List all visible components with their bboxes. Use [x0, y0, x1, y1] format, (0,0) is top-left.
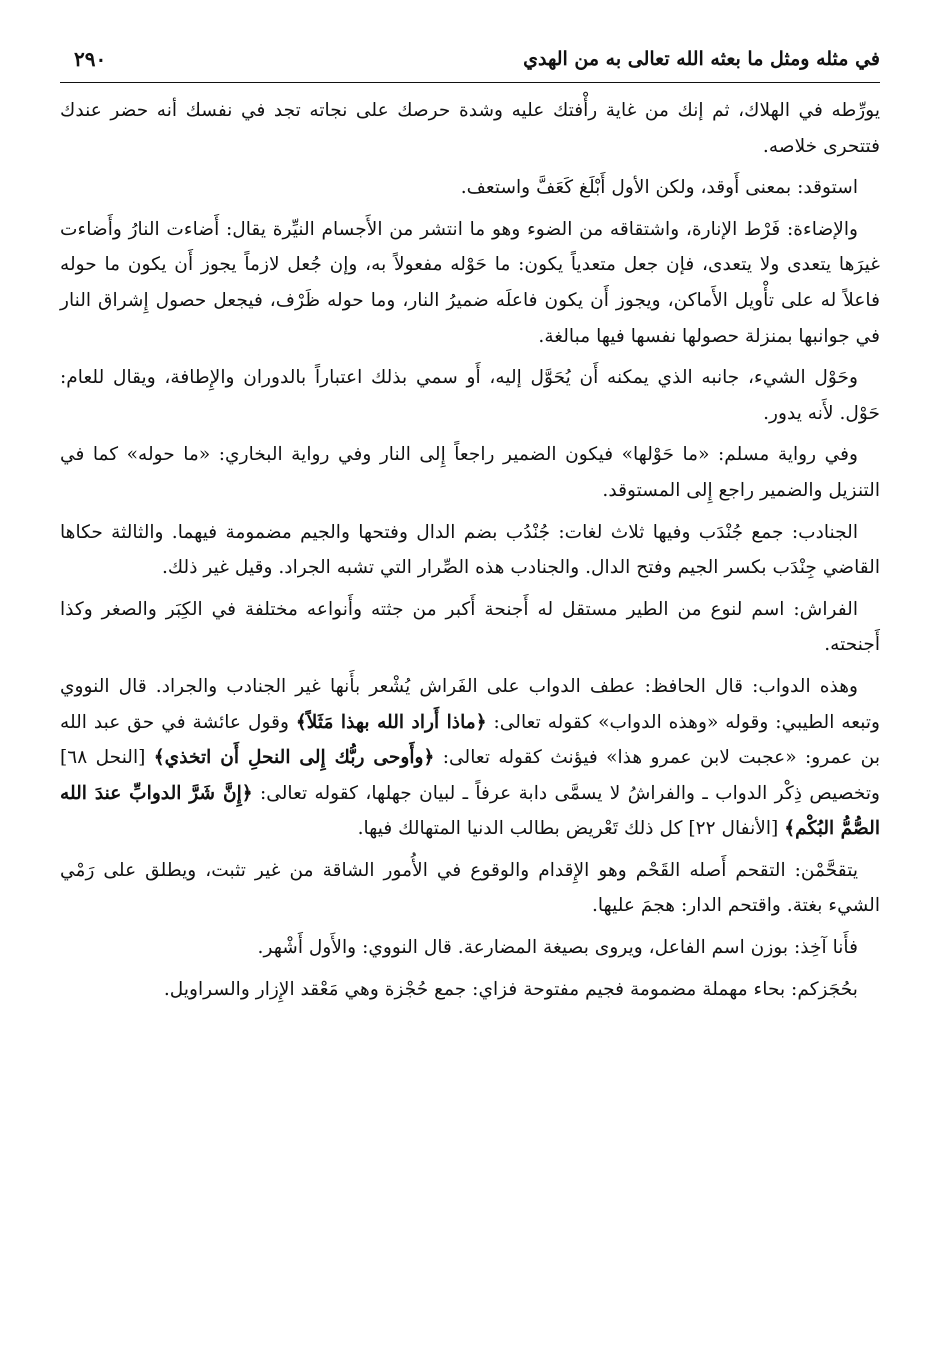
- paragraph-text: والإضاءة: فَرْط الإنارة، واشتقاقه من الضوء وهو ما انتشر من الأَجسام النيِّرة يقال: أَضاءت النارُ وأَضاءت غيرَها يتعدى ولا يتعدى، فإن جعل متعدياً يكون: ما حَوْله مفعولاً به، وإن جُعل لازماً يجوز أَن يكون ما حوله فاعلاً له على تأْويل الأَماكن، ويجوز أَن يكون فاعلَه ضميرُ النار، وما حوله ظَرْف، فيجعل حصول إِشراق النار في جوانبها بمنزلة حصولها نفسها فيها مبالغة.: [60, 218, 880, 347]
- paragraph: [60, 212, 880, 354]
- paragraph-text: يتقحَّمْن: التقحم أَصله القَحْم وهو الإِقدام والوقوع في الأُمور الشاقة من غير تثبت، ويطلق على رَمْي الشيء بغتة. واقتحم الدار: هجمَ عليها.: [60, 859, 880, 917]
- quran-quote: ﴿وأَوحى ربُّك إِلى النحلِ أَن اتخذي﴾: [153, 747, 435, 769]
- paragraph-text: وهذه الدواب: قال الحافظ: عطف الدواب على الفَراش يُشْعر بأَنها غير الجنادب والجراد. قال النووي وتبعه الطيبي: وقوله «وهذه الدواب» كقوله تعالى:: [60, 675, 881, 733]
- paragraph: [60, 437, 880, 508]
- page-number: ٢٩٠: [74, 47, 107, 71]
- paragraph: [60, 170, 880, 206]
- document-page: [60, 36, 880, 1336]
- paragraph-text: [النحل ٦٨] وتخصيص ذِكْر الدواب ـ والفراشُ لا يسمَّى دابة عرفاً ـ لبيان جهلها، كقوله تعالى:: [60, 747, 880, 804]
- body-text: [60, 93, 880, 1007]
- quran-quote: ﴿إِنَّ شَرَّ الدوابِّ عندَ الله الصُّمُّ البُكْم﴾: [60, 782, 880, 840]
- paragraph: [60, 930, 880, 966]
- paragraph-text: فأَنا آخِذ: بوزن اسم الفاعل، ويروى بصيغة المضارعة. قال النووي: والأَول أَشْهر.: [257, 937, 858, 959]
- quran-quote: ﴿ماذا أَراد الله بهذا مَثَلاً﴾: [295, 711, 487, 733]
- paragraph: [60, 360, 880, 431]
- paragraph: [60, 853, 880, 924]
- paragraph: [60, 93, 880, 164]
- paragraph-text: [الأنفال ٢٢] كل ذلك تَعْريض بطالب الدنيا المتهالك فيها.: [357, 818, 785, 840]
- paragraph-text: استوقد: بمعنى أَوقد، ولكن الأول أَبْلَغ كَعَفَّ واستعف.: [460, 177, 858, 199]
- running-header: [60, 36, 880, 83]
- paragraph-text: بحُجَزكم: بحاء مهملة مضمومة فجيم مفتوحة فزاي: جمع حُجْزة وهي مَعْقد الإِزار والسراويل.: [163, 978, 858, 1000]
- paragraph: [60, 592, 880, 663]
- paragraph: [60, 669, 880, 847]
- paragraph: [60, 515, 880, 586]
- paragraph: [60, 972, 880, 1008]
- paragraph-text: الفراش: اسم لنوع من الطير مستقل له أَجنحة أَكبر من جثته وأَنواعه مختلفة في الكِبَر والصغر وكذا أَجنحته.: [60, 598, 880, 656]
- paragraph-text: الجنادب: جمع جُنْدَب وفيها ثلاث لغات: جُنْدُب بضم الدال وفتحها والجيم مضمومة فيهما. والثالثة حكاها القاضي جِنْدَب بكسر الجيم وفتح الدال. والجنادب هذه الصِّرار التي تشبه الجراد. وقيل غير ذلك.: [60, 521, 880, 579]
- paragraph-text: وحَوْل الشيء، جانبه الذي يمكنه أَن يُحَوَّل إليه، أَو سمي بذلك اعتباراً بالدوران والإِطافة، ويقال للعام: حَوْل. لأَنه يدور.: [60, 367, 880, 424]
- paragraph-text: وفي رواية مسلم: «ما حَوْلها» فيكون الضمير راجعاً إِلى النار وفي رواية البخاري: «ما حوله» كما في التنزيل والضمير راجع إِلى المستوقد.: [60, 444, 880, 501]
- paragraph-text: وقول عائشة في حق عبد الله بن عمرو: «عجبت لابن عمرو هذا» فيؤنث كقوله تعالى:: [60, 711, 881, 769]
- paragraph-text: يورِّطه في الهلاك، ثم إنك من غاية رأْفتك عليه وشدة حرصك على نجاته تجد في نفسك أنه حضر عندك فتتحرى خلاصه.: [60, 100, 880, 157]
- running-title: في مثله ومثل ما بعثه الله تعالى به من الهدي: [523, 48, 880, 70]
